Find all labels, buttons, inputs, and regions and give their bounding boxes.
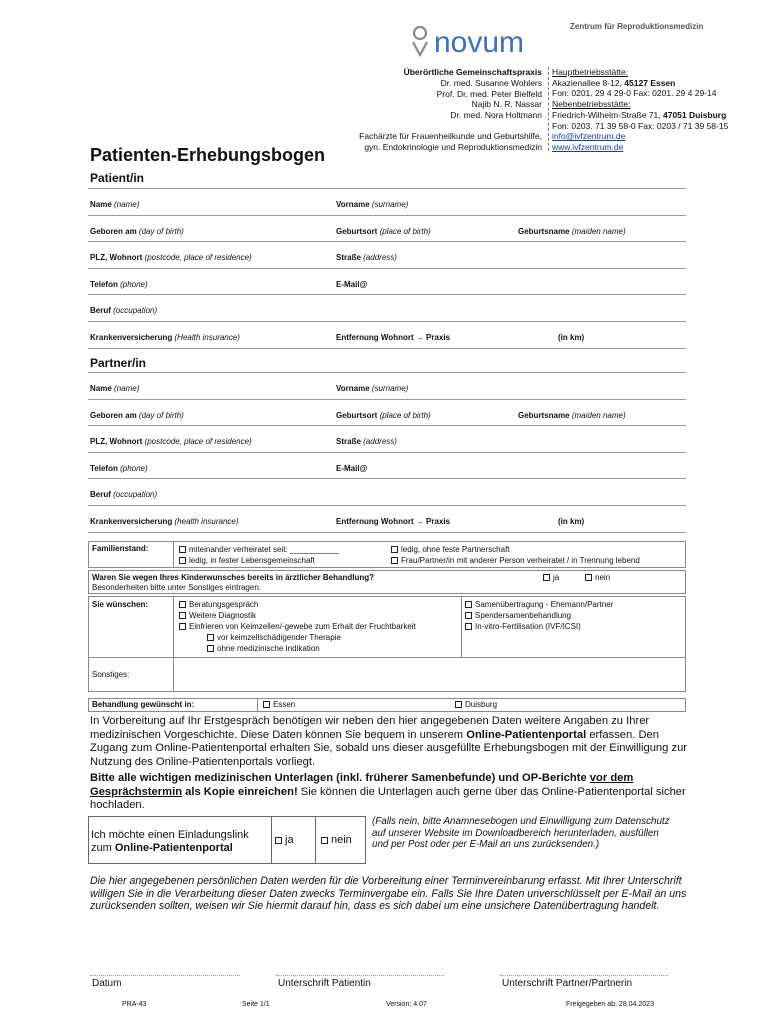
partner-signature-label: Unterschrift Partner/Partnerin [502, 978, 633, 989]
partner-distance-field[interactable]: Entfernung Wohnort → Praxis [336, 516, 451, 526]
location-duisburg[interactable]: Duisburg [455, 700, 497, 709]
prior-treatment-question: Waren Sie wegen Ihres Kinderwunsches bereits in ärztlicher Behandlung? [92, 573, 374, 582]
specialty-line: Fachärzte für Frauenheilkunde und Geburtshilfe, [359, 130, 542, 141]
form-row [88, 373, 686, 400]
checkbox-icon[interactable] [263, 701, 270, 708]
patient-signature-line[interactable] [276, 975, 444, 976]
wish-option[interactable]: Beratungsgespräch [179, 600, 258, 609]
invite-box [88, 816, 366, 864]
checkbox-icon[interactable] [179, 612, 186, 619]
checkbox-icon[interactable] [585, 574, 592, 581]
checkbox-icon[interactable] [543, 574, 550, 581]
invite-no[interactable]: nein [321, 834, 352, 846]
maiden-name-field[interactable]: Geburtsname (maiden name) [518, 226, 626, 236]
marital-option[interactable]: miteinander verheiratet seit: ___________ [179, 545, 339, 554]
header-divider [548, 67, 549, 151]
location-box [88, 698, 686, 712]
partner-postcode-field[interactable]: PLZ, Wohnort (postcode, place of residence) [90, 437, 252, 447]
secondary-site-phone: Fon: 0203. 71 39 58-0 Fax: 0203 / 71 39 58-15 [552, 120, 729, 131]
checkbox-icon[interactable] [207, 634, 214, 641]
logo-text: novum [434, 26, 525, 59]
distance-unit: (in km) [558, 332, 585, 342]
page-number: Seite 1/1 [242, 1001, 270, 1008]
prior-treatment-box [88, 570, 686, 594]
name-field[interactable]: Name (name) [90, 200, 140, 209]
documents-paragraph: Bitte alle wichtigen medizinischen Unterlagen (inkl. früherer Samenbefunde) und OP-Berichte vor dem Gesprächstermin als Kopie einreichen! Sie können die Unterlagen auch gerne über das Online-Patientenportal sicher hochladen. [90, 772, 686, 811]
form-row [88, 426, 686, 453]
checkbox-icon[interactable] [391, 557, 398, 564]
marital-option[interactable]: ledig, in fester Lebensgemeinschaft [179, 556, 315, 565]
partner-distance-unit: (in km) [558, 516, 585, 526]
vorname-field[interactable]: Vorname (surname) [336, 200, 409, 209]
patient-table [88, 188, 686, 349]
specialty-line: gyn. Endokrinologie und Reproduktionsmedizin [364, 141, 542, 152]
patient-heading: Patient/in [90, 171, 145, 185]
email-link[interactable]: info@ivfzentrum.de [552, 131, 626, 142]
doctor-name: Dr. med. Susanne Wohlers [440, 77, 542, 88]
version: Version: 4.07 [386, 1001, 427, 1008]
wish-sub-option[interactable]: ohne medizinische Indikation [207, 644, 320, 653]
distance-field[interactable]: Entfernung Wohnort → Praxis [336, 332, 451, 342]
info-paragraph: In Vorbereitung auf Ihr Erstgespräch benötigen wir neben den hier angegebenen Daten weitere Angaben zu Ihrer medizinischen Vorgeschichte. Diese Daten können Sie bequem in unserem Online-Patientenportal erfassen. Den Zugang zum Online-Patientenportal erhalten Sie, sobald uns dieser ausgefüllte Erhebungsbogen mit der Einwilligung zur Nutzung des Online-Patientenportals vorliegt. [90, 715, 688, 768]
partner-birthdate-field[interactable]: Geboren am (day of birth) [90, 410, 184, 420]
doctor-name: Prof. Dr. med. Peter Bielfeld [436, 88, 542, 99]
logo-v-icon [413, 42, 427, 55]
street-field[interactable]: Straße (address) [336, 253, 397, 263]
invite-note: (Falls nein, bitte Anamnesebogen und Einwilligung zum Datenschutz auf unserer Website im Downloadbereich herunterladen, ausfüllen und per Post oder per E-Mail an uns zurücksenden.) [372, 816, 670, 851]
partner-phone-field[interactable]: Telefon (phone) [90, 463, 148, 473]
doc-code: PRA-43 [122, 1001, 147, 1008]
main-site-label: Hauptbetriebsstätte: [552, 67, 629, 77]
checkbox-icon[interactable] [179, 623, 186, 630]
main-site-phone: Fon: 0201. 29 4 29-0 Fax: 0201. 29 4 29-14 [552, 88, 717, 99]
checkbox-icon[interactable] [179, 601, 186, 608]
phone-field[interactable]: Telefon (phone) [90, 279, 148, 289]
date-line[interactable] [90, 975, 240, 976]
partner-insurance-field[interactable]: Krankenversicherung (health insurance) [90, 516, 239, 526]
logo-subtitle: Zentrum für Reproduktionsmedizin [570, 22, 704, 31]
wish-option[interactable]: Einfrieren von Keimzellen/-gewebe zum Erhalt der Fruchtbarkeit [179, 622, 416, 631]
marital-option[interactable]: Frau/Partner/in mit anderer Person verheiratet / in Trennung lebend [391, 556, 640, 565]
patient-signature-label: Unterschrift Patientin [278, 978, 371, 989]
main-site-address: Akazienallee 8-12, 45127 Essen [552, 77, 676, 88]
checkbox-icon[interactable] [179, 557, 186, 564]
partner-maiden-name-field[interactable]: Geburtsname (maiden name) [518, 410, 626, 420]
checkbox-icon[interactable] [275, 837, 282, 844]
page-title: Patienten-Erhebungsbogen [90, 145, 326, 165]
wish-option[interactable]: Spendersamenbehandlung [465, 611, 571, 620]
other-field[interactable] [175, 659, 681, 689]
location-essen[interactable]: Essen [263, 700, 295, 709]
other-label: Sonstiges: [92, 670, 130, 679]
prior-treatment-yes[interactable]: ja [543, 573, 559, 582]
form-row [88, 479, 686, 506]
partner-birthplace-field[interactable]: Geburtsort (place of birth) [336, 410, 431, 420]
locations-info [552, 67, 767, 153]
release-date: Freigegeben ab: 28.04.2023 [566, 1001, 654, 1008]
invite-question: Ich möchte einen Einladungslink zum Online-Patientenportal [91, 829, 249, 854]
practice-title: Überörtliche Gemeinschaftspraxis [403, 67, 542, 77]
website-link[interactable]: www.ivfzentrum.de [552, 141, 624, 152]
checkbox-icon[interactable] [465, 601, 472, 608]
checkbox-icon[interactable] [321, 837, 328, 844]
marital-status-label: Familienstand: [92, 544, 149, 553]
occupation-field[interactable]: Beruf (occupation) [90, 306, 158, 316]
email-field[interactable]: E-Mail@ [336, 279, 368, 289]
checkbox-icon[interactable] [465, 623, 472, 630]
wish-option[interactable]: Samenübertragung - Ehemann/Partner [465, 600, 613, 609]
form-row [88, 453, 686, 480]
birthplace-field[interactable]: Geburtsort (place of birth) [336, 226, 431, 236]
marital-status-box [88, 541, 686, 568]
checkbox-icon[interactable] [391, 546, 398, 553]
wishes-box [88, 596, 686, 692]
logo-circle-icon [414, 27, 426, 39]
form-row [88, 295, 686, 322]
prior-treatment-no[interactable]: nein [585, 573, 610, 582]
form-row [88, 400, 686, 427]
form-row [88, 189, 686, 216]
secondary-site-label: Nebenbetriebsstätte: [552, 99, 631, 110]
partner-signature-line[interactable] [500, 975, 668, 976]
date-label: Datum [92, 978, 122, 989]
checkbox-icon[interactable] [179, 546, 186, 553]
location-label: Behandlung gewünscht in: [92, 700, 195, 709]
checkbox-icon[interactable] [465, 612, 472, 619]
partner-heading: Partner/in [90, 356, 147, 370]
insurance-field[interactable]: Krankenversicherung (Health insurance) [90, 332, 240, 342]
prior-treatment-sub: Besonderheiten bitte unter Sonstiges eintragen. [92, 583, 262, 592]
checkbox-icon[interactable] [207, 645, 214, 652]
form-row [88, 322, 686, 349]
birthdate-field[interactable]: Geboren am (day of birth) [90, 226, 184, 236]
partner-street-field[interactable]: Straße (address) [336, 437, 397, 447]
practice-info [300, 67, 542, 153]
form-row [88, 269, 686, 296]
form-row [88, 216, 686, 243]
doctor-name: Dr. med. Nora Holtmann [450, 110, 542, 121]
checkbox-icon[interactable] [455, 701, 462, 708]
wish-option[interactable]: In-vitro-Fertilisation (IVF/ICSI) [465, 622, 581, 631]
wish-sub-option[interactable]: vor keimzellschädigender Therapie [207, 633, 341, 642]
partner-table [88, 372, 686, 533]
marital-option[interactable]: ledig, ohne feste Partnerschaft [391, 545, 510, 554]
form-row [88, 242, 686, 269]
partner-occupation-field[interactable]: Beruf (occupation) [90, 490, 158, 500]
postcode-field[interactable]: PLZ, Wohnort (postcode, place of residence) [90, 253, 252, 263]
wishes-label: Sie wünschen: [92, 600, 149, 609]
invite-yes[interactable]: ja [275, 834, 294, 846]
consent-note: Die hier angegebenen persönlichen Daten werden für die Vorbereitung einer Terminvereinbarung erfasst. Mit Ihrer Unterschrift willigen Sie in die Verarbeitung dieser Daten zwecks Terminvergabe ein. Falls Sie Ihre Daten unverschlüsselt per E-Mail an uns zurücksenden sollten, weisen wir Sie hiermit darauf hin, dass es sich dabei um eine unsichere Datenübertragung handelt. [90, 875, 687, 913]
wish-option[interactable]: Weitere Diagnostik [179, 611, 256, 620]
partner-email-field[interactable]: E-Mail@ [336, 463, 368, 473]
secondary-site-address: Friedrich-Wilhelm-Straße 71, 47051 Duisburg [552, 109, 727, 120]
partner-vorname-field[interactable]: Vorname (surname) [336, 384, 409, 393]
partner-name-field[interactable]: Name (name) [90, 384, 140, 393]
doctor-name: Najib N. R. Nassar [471, 99, 542, 110]
form-row [88, 506, 686, 533]
